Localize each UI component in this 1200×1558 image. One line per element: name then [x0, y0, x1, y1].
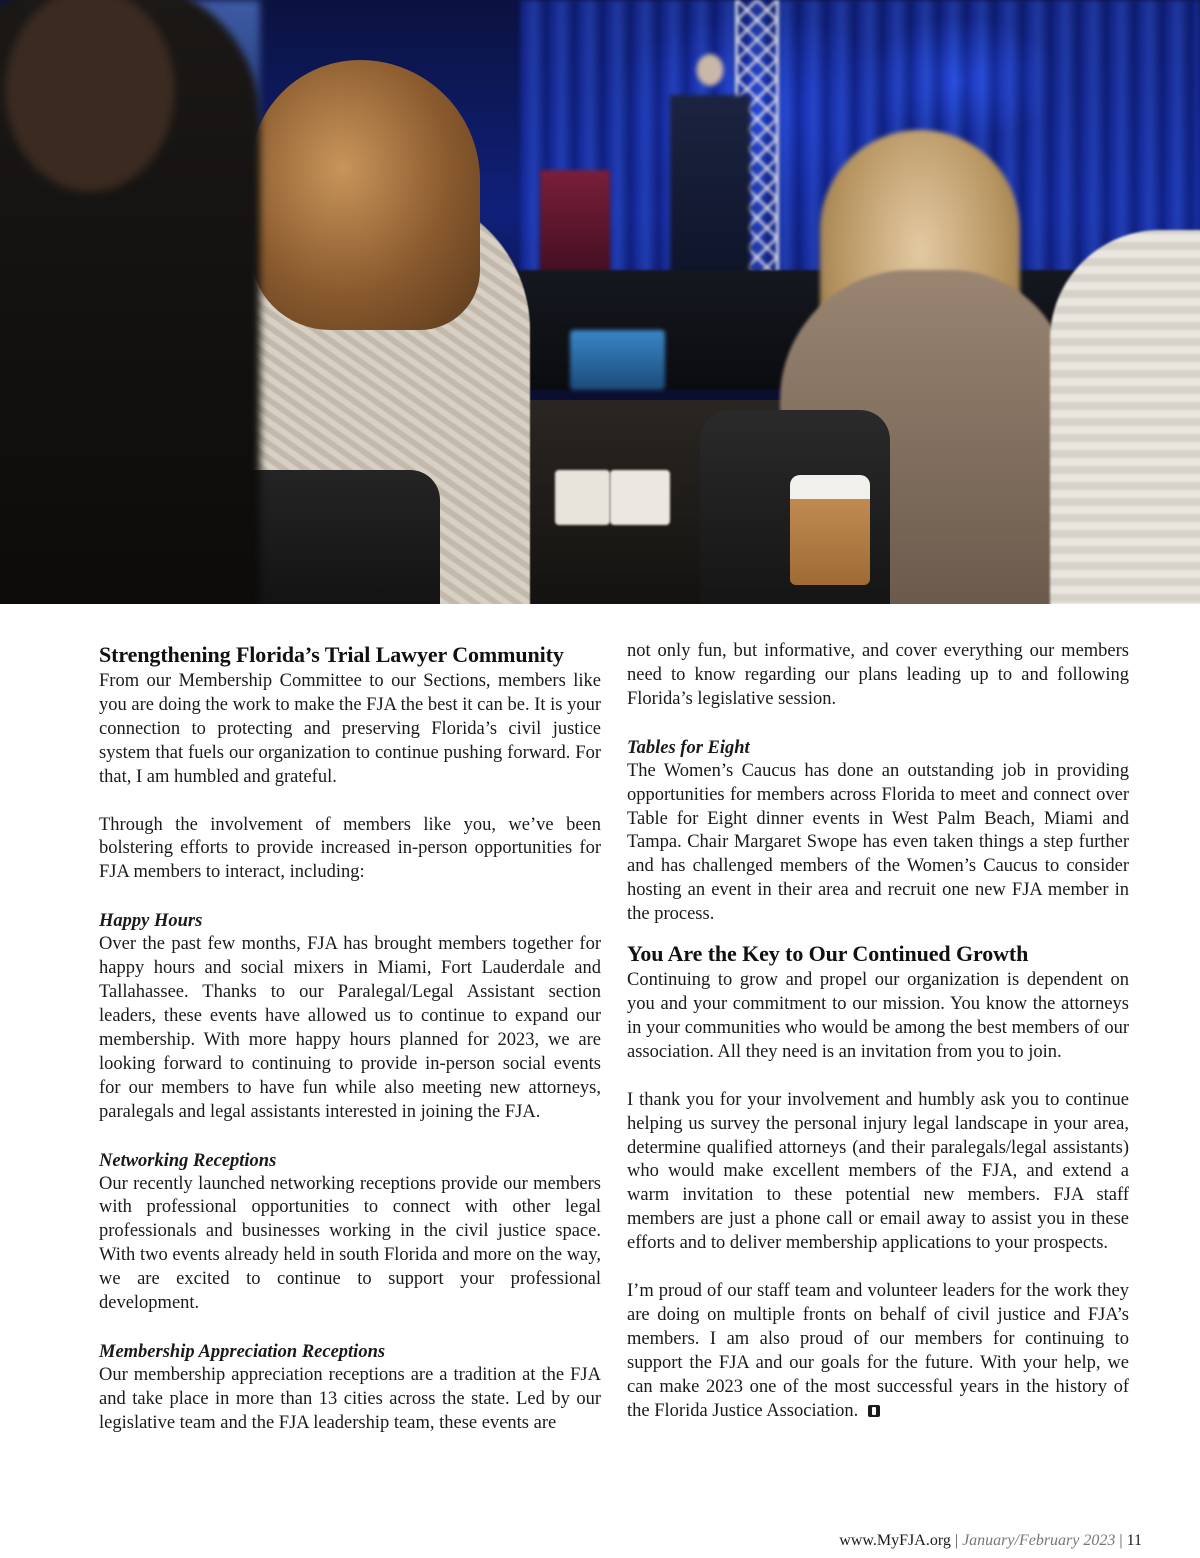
paragraph-growth-3-text: I’m proud of our staff team and volunteer leaders for the work they are doing on multiple fronts on behalf of civil justice and FJA’s members. I am also proud of our members for continuing to support the FJA and our goals for the future. With your help, we can make 2023 one of the most successful years in the history of the Florida Justice Association. [627, 1281, 1129, 1421]
subheading-tables-for-eight: Tables for Eight [627, 737, 750, 758]
footer-separator: | [1119, 1532, 1123, 1549]
right-column [627, 640, 1129, 1423]
page-footer [839, 1531, 1142, 1551]
subheading-networking: Networking Receptions [99, 1150, 277, 1171]
footer-website: www.MyFJA.org [839, 1532, 951, 1549]
left-column [99, 640, 601, 1436]
cup [555, 470, 610, 525]
paragraph-intro-2: Through the involvement of members like you, we’ve been bolstering efforts to provide increased in-person opportunities for FJA members to interact, including: [99, 814, 601, 883]
conference-photo [0, 0, 1200, 604]
footer-separator: | [954, 1532, 959, 1549]
paragraph-growth-1: Continuing to grow and propel our organization is dependent on you and your commitment to our mission. You know the attorneys in your communities who would be among the best members of our association. All they need is an invitation from you to join. [627, 970, 1129, 1062]
fja-end-mark-icon [868, 1405, 880, 1417]
footer-page-number: 11 [1126, 1532, 1142, 1549]
paragraph-intro-1: From our Membership Committee to our Sections, members like you are doing the work to make the FJA the best it can be. It is your connection to protecting and preserving Florida’s civil justice system that fuels our organization to continue pushing forward. For that, I am humbled and grateful. [99, 671, 601, 787]
paragraph-networking: Our recently launched networking receptions provide our members with professional opportunities to connect with other legal professionals and businesses working in the civil justice space. With two events already held in south Florida and more on the way, we are excited to continue to support your professional development. [99, 1173, 601, 1314]
cup [610, 470, 670, 525]
paragraph-happy-hours: Over the past few months, FJA has brought members together for happy hours and social mixers in Miami, Fort Lauderdale and Tallahassee. Thanks to our Paralegal/Legal Assistant section leaders, these events have allowed us to continue to expand our membership. With more happy hours planned for 2023, we are looking forward to continuing to provide in-person social events for our members to have fun while also meeting new attorneys, paralegals and legal assistants interested in joining the FJA. [99, 934, 601, 1122]
paragraph-growth-2: I thank you for your involvement and humbly ask you to continue helping us survey the personal injury legal landscape in your area, determine qualified attorneys (and their paralegals/legal assistants) who would make excellent members of the FJA, and extend a warm invitation to these potential new members. FJA staff members are just a phone call or email away to assist you in these efforts and to deliver membership applications to your prospects. [627, 1089, 1129, 1254]
paragraph-continuation: not only fun, but informative, and cover everything our members need to know regarding our plans leading up to and following Florida’s legislative session. [627, 641, 1129, 709]
coffee-cup [790, 475, 870, 585]
subheading-happy-hours: Happy Hours [99, 911, 203, 932]
paragraph-growth-3 [627, 1280, 1129, 1423]
attendee-hair-center [250, 60, 480, 330]
section-heading-growth: You Are the Key to Our Continued Growth [627, 941, 1029, 967]
paragraph-appreciation: Our membership appreciation receptions are a tradition at the FJA and take place in more than 13 cities across the state. Led by our legislative team and the FJA leadership team, these events are [99, 1364, 601, 1433]
attendee-foreground-left [0, 0, 260, 604]
laptop-screen [570, 330, 665, 390]
speaker-figure [670, 40, 750, 280]
attendee-far-right [1050, 230, 1200, 604]
subheading-appreciation: Membership Appreciation Receptions [99, 1341, 386, 1362]
paragraph-tables-for-eight: The Women’s Caucus has done an outstanding job in providing opportunities for members across Florida to meet and connect over Table for Eight dinner events in West Palm Beach, Miami and Tampa. Chair Margaret Swope has even taken things a step further and has challenged members of the Women’s Caucus to consider hosting an event in their area and recruit one new FJA member in the process. [627, 760, 1129, 925]
footer-issue: January/February 2023 [962, 1532, 1116, 1549]
section-heading-community: Strengthening Florida’s Trial Lawyer Community [99, 642, 564, 667]
